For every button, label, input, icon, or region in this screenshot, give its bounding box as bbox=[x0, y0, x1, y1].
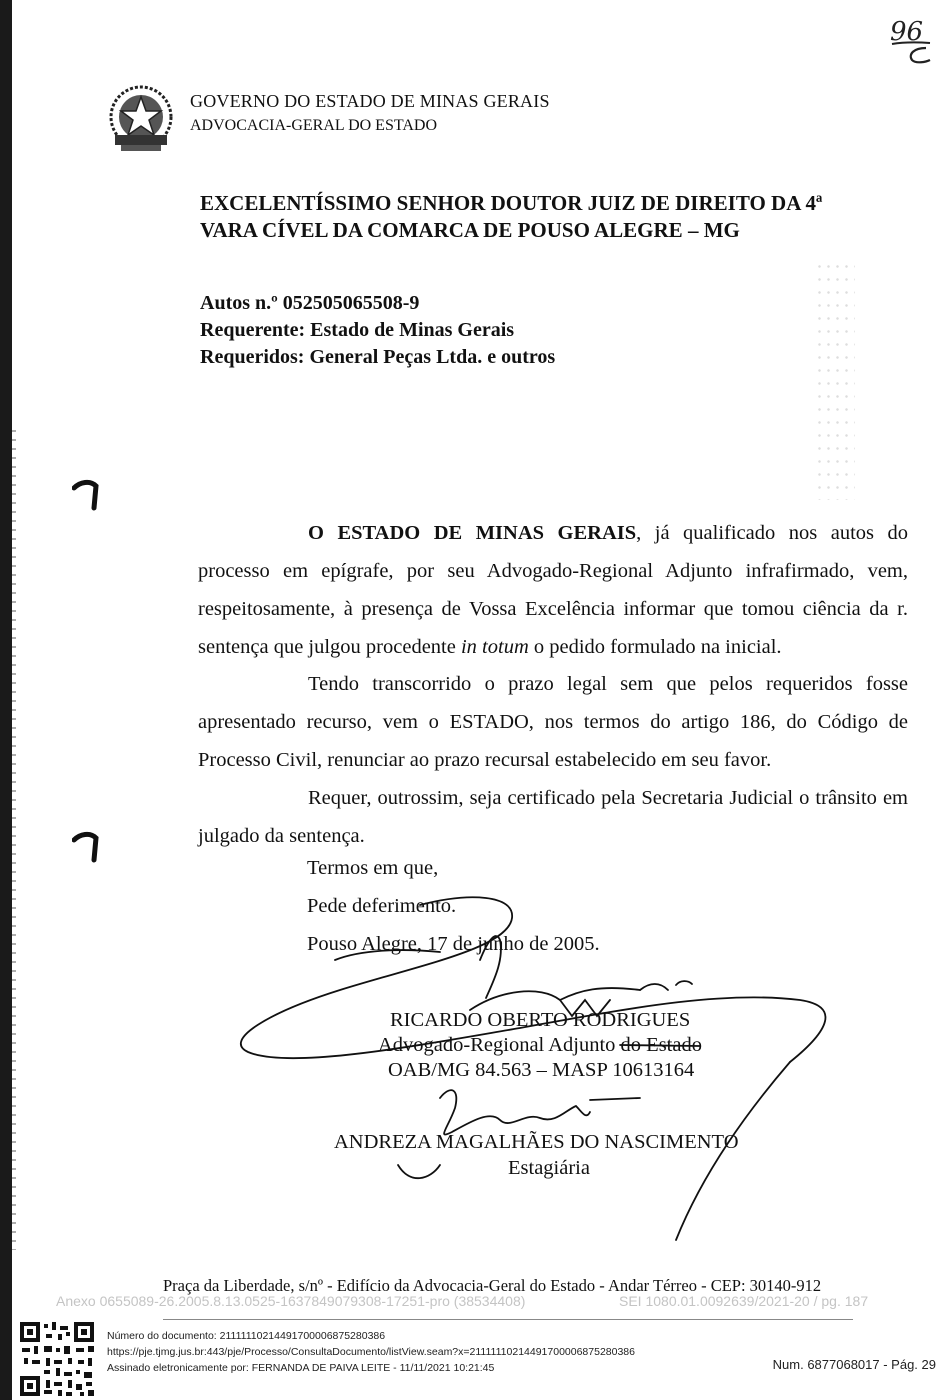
electronic-signature: Assinado eletronicamente por: FERNANDA DE PAIVA LEITE - 11/11/2021 10:21:45 bbox=[107, 1362, 495, 1374]
footer-divider bbox=[163, 1319, 853, 1320]
paragraph-2: Tendo transcorrido o prazo legal sem que pelos requeridos fosse apresentado recurso, vem o ESTADO, nos termos do artigo 186, do Código de Processo Civil, renunciar ao prazo recursal estabelecido em seu favor. bbox=[198, 673, 908, 771]
government-header: GOVERNO DO ESTADO DE MINAS GERAIS bbox=[190, 91, 550, 111]
place-and-date: Pouso Alegre, 17 de junho de 2005. bbox=[307, 933, 600, 955]
signer-1-name: RICARDO OBERTO RODRIGUES bbox=[390, 1009, 691, 1031]
case-number: Autos n.º 052505065508-9 bbox=[200, 292, 420, 314]
signer-2-name: ANDREZA MAGALHÃES DO NASCIMENTO bbox=[334, 1131, 739, 1153]
scan-left-border bbox=[0, 0, 12, 1400]
document-number: Número do documento: 21111110214491700006875280386 bbox=[107, 1330, 386, 1342]
agency-header: ADVOCACIA-GERAL DO ESTADO bbox=[190, 117, 437, 134]
margin-mark bbox=[72, 478, 100, 512]
addressee bbox=[200, 190, 912, 244]
page-reference: Num. 6877068017 - Pág. 29 bbox=[772, 1357, 936, 1372]
signer-1-registration: OAB/MG 84.563 – MASP 10613164 bbox=[388, 1059, 695, 1081]
svg-text:96: 96 bbox=[890, 17, 924, 47]
margin-mark bbox=[72, 830, 100, 864]
sei-stamp: SEI 1080.01.0092639/2021-20 / pg. 187 bbox=[619, 1293, 869, 1309]
footer-address: Praça da Liberdade, s/nº - Edifício da Advocacia-Geral do Estado - Andar Térreo - CEP: 30140-912 bbox=[163, 1276, 822, 1295]
closing-line-2: Pede deferimento. bbox=[307, 895, 457, 917]
defendants: Requeridos: General Peças Ltda. e outros bbox=[200, 346, 556, 368]
latin-term: in totum bbox=[460, 636, 529, 658]
case-details bbox=[200, 290, 555, 371]
coat-of-arms-icon bbox=[107, 83, 175, 155]
signer-1-title: Advogado-Regional Adjunto do Estado bbox=[378, 1034, 702, 1056]
scan-noise bbox=[12, 430, 16, 1250]
paragraph-1: O ESTADO DE MINAS GERAIS, já qualificado nos autos do processo em epígrafe, por seu Advogado-Regional Adjunto infrafirmado, vem, respeitosamente, à presença de Vossa Excelência informar que tomou ciência da r. sentença que julgou procedente in totum o pedido formulado na inicial. bbox=[198, 522, 908, 658]
paragraph-3: Requer, outrossim, seja certificado pela Secretaria Judicial o trânsito em julgado da sentença. bbox=[198, 787, 908, 847]
annex-stamp: Anexo 0655089-26.2005.8.13.0525-1637849079308-17251-pro (38534408) bbox=[56, 1293, 526, 1309]
qr-code-icon bbox=[18, 1320, 96, 1398]
document-url[interactable]: https://pje.tjmg.jus.br:443/pje/Processo/ConsultaDocumento/listView.seam?x=21111110214491700006875280386 bbox=[107, 1346, 635, 1358]
closing-line-1: Termos em que, bbox=[307, 857, 439, 879]
addressee-line-1: EXCELENTÍSSIMO SENHOR DOUTOR JUIZ DE DIREITO DA 4ª bbox=[200, 191, 823, 215]
scan-specks bbox=[815, 260, 855, 500]
handwritten-page-number bbox=[886, 12, 936, 66]
party-name: O ESTADO DE MINAS GERAIS bbox=[308, 522, 637, 544]
signer-2-title: Estagiária bbox=[508, 1157, 590, 1179]
plaintiff: Requerente: Estado de Minas Gerais bbox=[200, 319, 515, 341]
addressee-line-2: VARA CÍVEL DA COMARCA DE POUSO ALEGRE – MG bbox=[200, 218, 740, 242]
